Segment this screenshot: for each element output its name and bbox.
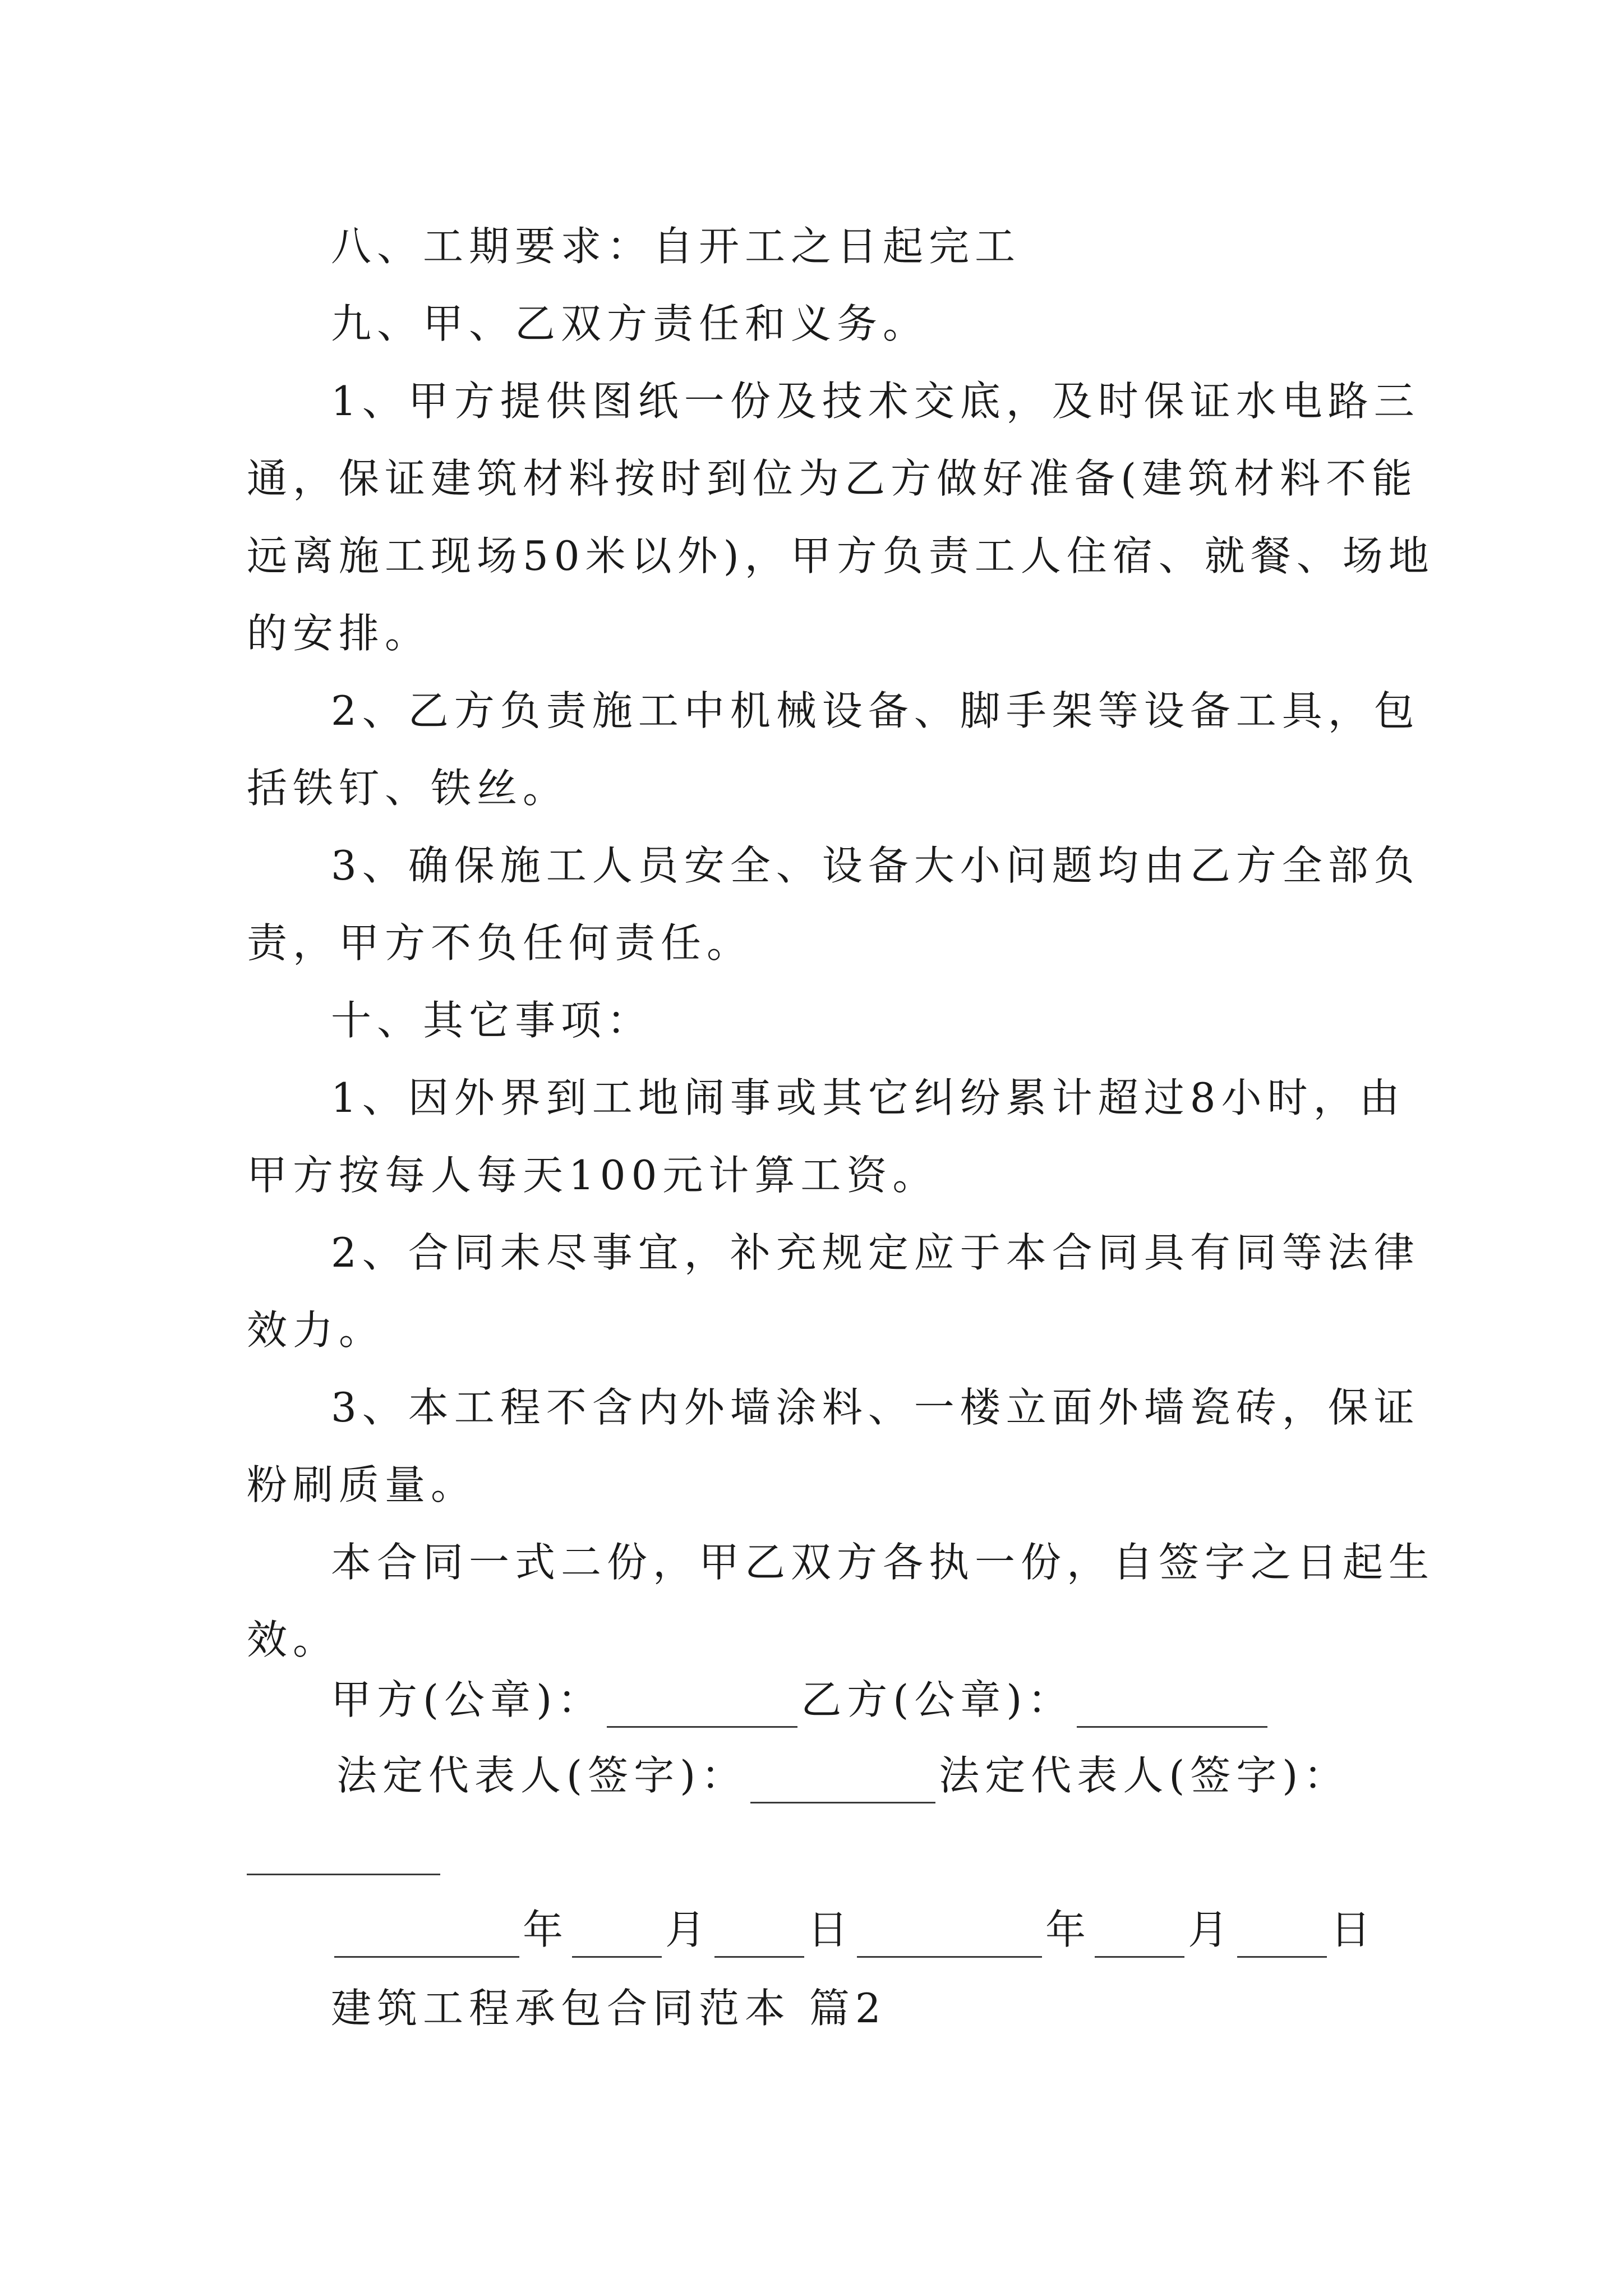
clause-10-1-line-1: 1、因外界到工地闹事或其它纠纷累计超过8小时，由 (331, 1074, 1405, 1121)
party-b-year-blank (857, 1917, 1042, 1958)
party-b-rep-blank (247, 1874, 440, 1875)
clause-10-line: 十、其它事项： (331, 997, 653, 1044)
contract-body (247, 208, 1435, 1678)
next-section-heading (331, 1980, 887, 2036)
clause-10-2-line-2: 效力。 (247, 1306, 385, 1354)
party-a-seal-blank (607, 1687, 797, 1728)
clause-9-1-line-2: 通，保证建筑材料按时到位为乙方做好准备(建筑材料不能 (247, 455, 1418, 502)
clause-8-line: 八、工期要求：自开工之日起完工 (331, 223, 1021, 270)
party-a-rep-blank (750, 1763, 935, 1803)
clause-9-1-line-1: 1、甲方提供图纸一份及技术交底，及时保证水电路三 (331, 378, 1420, 425)
party-a-day-label: 日 (808, 1906, 854, 1953)
clause-10-3-line-1: 3、本工程不含内外墙涂料、一楼立面外墙瓷砖，保证 (331, 1384, 1420, 1431)
clause-9-2-line-2: 括铁钉、铁丝。 (247, 765, 569, 812)
party-b-month-blank (1095, 1917, 1184, 1958)
clause-9-2-line-1: 2、乙方负责施工中机械设备、脚手架等设备工具，包 (331, 687, 1420, 734)
party-a-year-label: 年 (523, 1906, 569, 1953)
clause-9-1-line-4: 的安排。 (247, 610, 431, 657)
copies-clause-line-1: 本合同一式二份，甲乙双方各执一份，自签字之日起生 (331, 1539, 1435, 1586)
date-row (331, 1902, 1376, 1958)
party-b-day-blank (1237, 1917, 1327, 1958)
party-b-month-label: 月 (1188, 1906, 1234, 1953)
party-b-year-label: 年 (1045, 1906, 1092, 1953)
clause-9-3-line-1: 3、确保施工人员安全、设备大小问题均由乙方全部负 (331, 842, 1420, 889)
party-b-seal-label: 乙方(公章)： (801, 1676, 1074, 1723)
party-a-day-blank (714, 1917, 804, 1958)
clause-9-3-line-2: 责，甲方不负任何责任。 (247, 919, 753, 967)
seal-row (331, 1672, 1271, 1728)
next-section-heading-text: 建筑工程承包合同范本 篇2 (331, 1985, 887, 2032)
copies-clause-line-2: 效。 (247, 1616, 339, 1663)
party-a-month-blank (572, 1917, 662, 1958)
clause-9-line: 九、甲、乙双方责任和义务。 (331, 300, 929, 347)
clause-9-1-line-3: 远离施工现场50米以外)，甲方负责工人住宿、就餐、场地 (247, 532, 1435, 579)
party-a-year-blank (334, 1917, 519, 1958)
clause-10-1-line-2: 甲方按每人每天100元计算工资。 (247, 1152, 939, 1199)
party-a-rep-label: 法定代表人(签字)： (336, 1752, 748, 1799)
party-b-day-label: 日 (1330, 1906, 1377, 1953)
representative-row (336, 1747, 1349, 1803)
clause-10-2-line-1: 2、合同未尽事宜，补充规定应于本合同具有同等法律 (331, 1229, 1420, 1276)
party-a-seal-label: 甲方(公章)： (331, 1676, 604, 1723)
party-a-month-label: 月 (665, 1906, 712, 1953)
party-b-seal-blank (1077, 1687, 1267, 1728)
party-b-rep-label: 法定代表人(签字)： (939, 1752, 1350, 1799)
clause-10-3-line-2: 粉刷质量。 (247, 1461, 477, 1508)
